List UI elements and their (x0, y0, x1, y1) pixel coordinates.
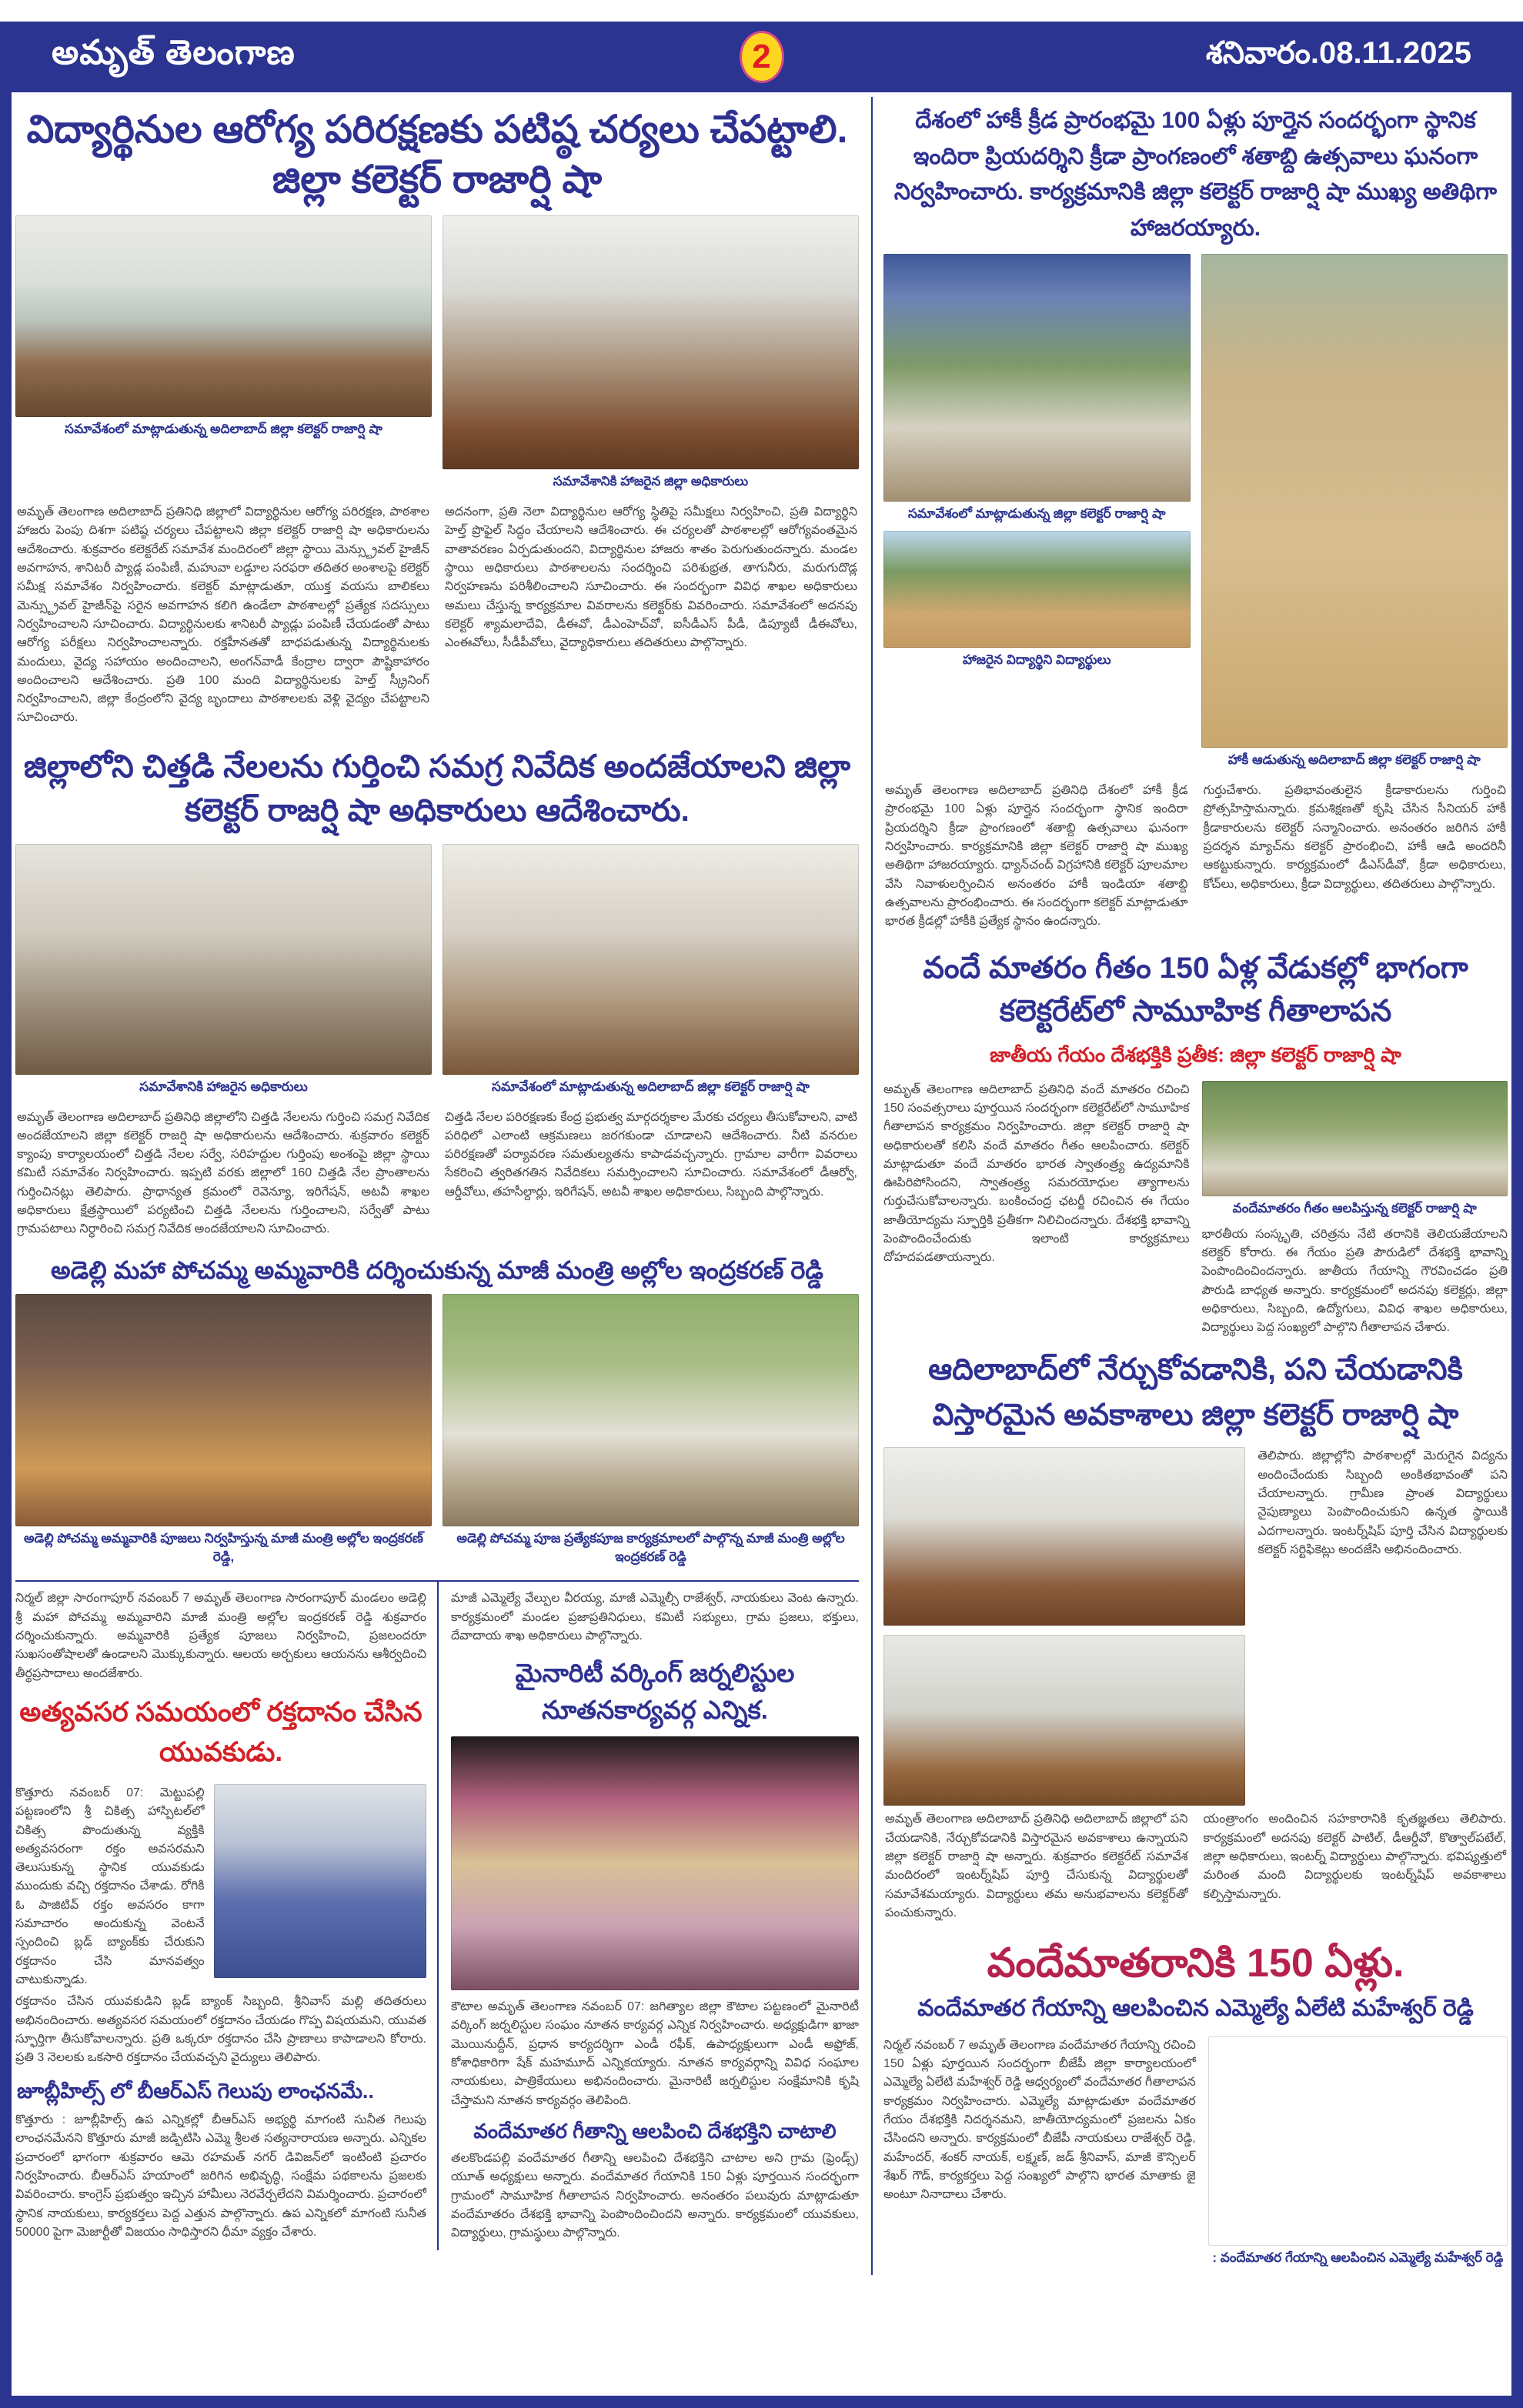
r1-body (883, 777, 1508, 936)
caption: సమావేశంలో మాట్లాడుతున్న అదిలాబాద్ జిల్లా కలెక్టర్ రాజార్షి షా (492, 1079, 810, 1094)
caption: హాకీ ఆడుతున్న అదిలాబాద్ జిల్లా కలెక్టర్ రాజార్షి షా (1227, 752, 1481, 767)
article-text: అమృత్ తెలంగాణ అదిలాబాద్ ప్రతినిధి జిల్లాలో విద్యార్థినుల ఆరోగ్య పరిరక్షణ, పాఠశాల హాజరు పెంపు దిశగా పటిష్ఠ చర్యలు చేపట్టాలని జిల్లా కలెక్టర్ రాజార్షి షా అధికారులను ఆదేశించారు. శుక్రవారం కలెక్టరేట్ సమావేశ మందిరంలో జిల్లా స్థాయి మెన్స్ట్రువల్ హైజీన్ అవగాహన, శానిటరీ ప్యాడ్ల పంపిణీ, మహువా లడ్డూల సరఫరా తదితర అంశాలపై కలెక్టర్ సమీక్ష సమావేశం నిర్వహించారు. కలెక్టర్ మాట్లాడుతూ, యుక్త వయసు బాలికలు మెన్స్ట్రువల్ హైజీన్‌పై సరైన అవగాహన కలిగి ఉండేలా పాఠశాలల్లో ప్రత్యేక సదస్సులు నిర్వహించాలని సూచించారు. విద్యార్థినులకు శానిటరీ ప్యాడ్లు పంపిణీ చేయడంతో పాటు ఆరోగ్య పరీక్షలు నిర్వహించాలన్నారు. రక్తహీనతతో బాధపడుతున్న విద్యార్థినులకు మందులు, వైద్య సహాయం అందించాలని, అంగన్‌వాడీ కేంద్రాల ద్వారా పౌష్టికాహారం అందించాలని ఆదేశించారు. ప్రతి 100 మంది విద్యార్థినులకు హెల్త్ స్క్రీనింగ్ నిర్వహించాలని, జిల్లా కేంద్రంలోని వైద్య బృందాలు పాఠశాలలకు వెళ్లి వైద్యం చేపట్టాలని సూచించారు. (17, 505, 429, 725)
r3-grid (883, 1447, 1508, 1806)
headline-minority-journalists: మైనారిటీ వర్కింగ్ జర్నలిస్టుల నూతనకార్యవర్గ ఎన్నిక. (515, 1659, 795, 1725)
r1-photo-grid (883, 254, 1508, 777)
photo-certificate-presentation (883, 1635, 1245, 1806)
page-content (0, 92, 1523, 2306)
photo-blood-donor-on-bed (214, 1784, 426, 1978)
a2-photo-row (15, 844, 859, 1104)
bottom-col-2 (437, 1582, 859, 2250)
page-border-left (0, 22, 12, 2408)
photo-temple-pooja-crowd (15, 1294, 432, 1526)
a3-photo-row (15, 1294, 859, 1574)
headline-wetlands-report: జిల్లాలోని చిత్తడి నేలలను గుర్తించి సమగ్ర నివేదిక అందజేయాలని జిల్లా కలెక్టర్ రాజర్షి షా అధికారులు ఆదేశించారు. (23, 748, 851, 829)
headline-jubileehills-brs: జూబ్లీహిల్స్ లో బీఆర్ఎస్ గెలుపు లాంఛనమే.. (17, 2079, 374, 2103)
a2-body (15, 1104, 859, 1244)
photo-collectorate-singing-group (1202, 1081, 1508, 1196)
caption: సమావేశంలో మాట్లాడుతున్న జిల్లా కలెక్టర్ రాజార్షి షా (907, 506, 1166, 521)
page-border-bottom (0, 2396, 1523, 2408)
photo-collector-at-desk (443, 844, 859, 1075)
article-text: అమృత్ తెలంగాణ అదిలాబాద్ ప్రతినిధి జిల్లాలోని చిత్తడి నేలలను గుర్తించి సమగ్ర నివేదిక అందజేయాలని జిల్లా కలెక్టర్ రాజర్షి షా అధికారులను ఆదేశించారు. శుక్రవారం కలెక్టర్ క్యాంపు కార్యాలయంలో చిత్తడి నేలల సర్వే, సరిహద్దుల గుర్తింపు అంశంపై జిల్లా స్థాయి కమిటీ సమావేశం నిర్వహించారు. ఇప్పటి వరకు జిల్లాలో 160 చిత్తడి నేల ప్రాంతాలను గుర్తించినట్లు తెలిపారు. ప్రాధాన్యత క్రమంలో రెవెన్యూ, ఇరిగేషన్, అటవీ శాఖల అధికారులు క్షేత్రస్థాయిలో పర్యటించి చిత్తడి నేలలను గుర్తించాలని, సర్వేతో పాటు గ్రామపటాలు నిర్ధారించి సమగ్ర నివేదిక అందజేయాలని సూచించారు. (17, 1110, 429, 1236)
r2-right-col (1202, 1081, 1508, 1338)
photo-journalists-group-stage (451, 1736, 859, 1990)
caption: వందేమాతరం గీతం ఆలపిస్తున్న కలెక్టర్ రాజార్షి షా (1232, 1200, 1477, 1216)
masthead-bar (12, 22, 1511, 92)
headline-students-health: విద్యార్థినుల ఆరోగ్య పరిరక్షణకు పటిష్ఠ చర్యలు చేపట్టాలి. జిల్లా కలెక్టర్ రాజార్షి షా (26, 108, 848, 201)
a1-body (15, 499, 859, 732)
article-text: యంత్రాంగం అందించిన సహకారానికి కృతజ్ఞతలు తెలిపారు. కార్యక్రమంలో అదనపు కలెక్టర్ పాటిల్, డీఆర్డీవో, కొత్వాల్‌పటేల్, జిల్లా అధికారులు, ఇంటర్న్ విద్యార్థులు పాల్గొన్నారు. భవిష్యత్తులో మరింత మంది విద్యార్థులకు ఇంటర్న్‌షిప్ అవకాశాలు కల్పిస్తామన్నారు. (1203, 1813, 1506, 1901)
photo-collector-playing-hockey (1201, 254, 1508, 748)
article-text: అమృత్ తెలంగాణ అదిలాబాద్ ప్రతినిధి వందే మాతరం రచించి 150 సంవత్సరాలు పూర్తయిన సందర్భంగా కలెక్టరేట్‌లో సామూహిక గీతాలాపన కార్యక్రమం నిర్వహించారు. జిల్లా కలెక్టర్ రాజార్షి షా అధికారులతో కలిసి వందే మాతరం గీతం ఆలపించారు. కలెక్టర్ మాట్లాడుతూ వందే మాతరం భారత స్వాతంత్ర్య ఉద్యమానికి ఊపిరిపోసిందని, స్వాతంత్ర్య సమరయోధుల త్యాగాలను గుర్తుచేసుకోవాలన్నారు. బంకించంద్ర ఛటర్జీ రచించిన ఈ గేయం జాతీయోద్యమ స్ఫూర్తికి ప్రతీకగా నిలిచిందన్నారు. దేశభక్తి భావాన్ని పెంపొందించేందుకు ఇలాంటి కార్యక్రమాలు దోహదపడతాయన్నారు. (883, 1082, 1190, 1265)
photo-district-officials-meeting (443, 215, 859, 469)
article-text: చిత్తడి నేలల పరిరక్షణకు కేంద్ర ప్రభుత్వ మార్గదర్శకాల మేరకు చర్యలు తీసుకోవాలని, వాటి పరిధిలో ఎలాంటి ఆక్రమణలు జరగకుండా చూడాలని ఆదేశించారు. నీటి వనరుల పరిరక్షణతో పర్యావరణ సమతుల్యతను కాపాడవచ్చన్నారు. గ్రామాల వారీగా వివరాలు సేకరించి త్వరితగతిన నివేదికలు సమర్పించాలని సూచించారు. సమావేశంలో డీఆర్వో, ఆర్డీవోలు, తహసీల్దార్లు, ఇరిగేషన్, అటవీ శాఖల అధికారులు, సిబ్బంది పాల్గొన్నారు. (445, 1110, 857, 1199)
a1-photo-col-1 (15, 215, 432, 446)
headline-hockey-centenary: దేశంలో హాకీ క్రీడ ప్రారంభమై 100 ఏళ్లు పూర్తైన సందర్భంగా స్థానిక ఇందిరా ప్రియదర్శిని క్రీడా ప్రాంగణంలో శతాబ్ది ఉత్సవాలు ఘనంగా నిర్వహించారు. కార్యక్రమానికి జిల్లా కలెక్టర్ రాజార్షి షా ముఖ్య అతిథిగా హాజరయ్యారు. (893, 108, 1498, 241)
edition-date: శనివారం.08.11.2025 (1205, 35, 1471, 70)
article-text: కొత్తూరు నవంబర్ 07: మెట్టుపల్లి పట్టణంలోని శ్రీ చికిత్స హాస్పిటల్‌లో చికిత్స పొందుతున్న వ్యక్తికి అత్యవసరంగా రక్తం అవసరమని తెలుసుకున్న స్థానిక యువకుడు ముందుకు వచ్చి రక్తదానం చేశాడు. రోగికి ఓ పాజిటివ్ రక్తం అవసరం కాగా సమాచారం అందుకున్న వెంటనే స్పందించి బ్లడ్ బ్యాంక్‌కు చేరుకుని రక్తదానం చేసి మానవత్వం చాటుకున్నాడు. (15, 1786, 205, 1986)
masthead-title: అమృత్ తెలంగాణ (52, 33, 296, 72)
caption: : వందేమాతర గేయాన్ని ఆలపించిన ఎమ్మెల్యే మహేశ్వర్ రెడ్డి (1212, 2250, 1504, 2265)
a3-photo-col-1 (15, 1294, 432, 1574)
article-text: అమృత్ తెలంగాణ అదిలాబాద్ ప్రతినిధి దేశంలో హాకీ క్రీడ ప్రారంభమై 100 ఏళ్లు పూర్తైన సందర్భంగా స్థానిక ఇందిరా ప్రియదర్శిని క్రీడా ప్రాంగణంలో శతాబ్ది ఉత్సవాలు ఘనంగా నిర్వహించారు. కార్యక్రమానికి జిల్లా కలెక్టర్ రాజార్షి షా ముఖ్య అతిథిగా హాజరయ్యారు. ధ్యాన్‌చంద్ విగ్రహానికి కలెక్టర్ పూలమాల వేసి నివాళులర్పించిన అనంతరం హాకీ ఇండియా శతాబ్ది ఉత్సవాలను ప్రారంభించారు. ఈ సందర్భంగా కలెక్టర్ మాట్లాడుతూ భారత క్రీడల్లో హాకీకి ప్రత్యేక స్థానం ఉందన్నారు. (885, 784, 1188, 929)
a2-photo-col-2 (443, 844, 859, 1104)
article-text: కౌటాల అమృత్ తెలంగాణ నవంబర్ 07: జగిత్యాల జిల్లా కౌటాల పట్టణంలో మైనారిటీ వర్కింగ్ జర్నలిస్టుల సంఘం నూతన కార్యవర్గ ఎన్నిక నిర్వహించారు. అధ్యక్షుడిగా ఖాజా మొయినుద్దీన్, ప్రధాన కార్యదర్శిగా ఎండీ రఫీక్, ఉపాధ్యక్షులుగా ఎండీ అఫ్రోజ్, కోశాధికారిగా షేక్ మహమూద్ ఎన్నికయ్యారు. నూతన కార్యవర్గాన్ని వివిధ సంఘాల నాయకులు, పాత్రికేయులు అభినందించారు. మైనారిటీ జర్నలిస్టుల సంక్షేమానికి కృషి చేస్తామని నూతన కార్యవర్గం తెలిపింది. (451, 1999, 859, 2107)
a3-photo-col-2 (443, 1294, 859, 1574)
r3-body (883, 1806, 1508, 1927)
photo-interns-meeting-hall (883, 1447, 1245, 1626)
photo-officials-attending-meeting (15, 844, 432, 1075)
headline-adelli-pochamma: అడెల్లి మహా పోచమ్మ అమ్మవారికి దర్శించుకున్న మాజీ మంత్రి అల్లోల ఇంద్రకరణ్ రెడ్డి (51, 1256, 823, 1284)
article-text: అదనంగా, ప్రతి నెలా విద్యార్థినుల ఆరోగ్య స్థితిపై సమీక్షలు నిర్వహించి, ప్రతి విద్యార్థిని హెల్త్ ప్రొఫైల్ సిద్ధం చేయాలని ఆదేశించారు. ఈ చర్యలతో పాఠశాలల్లో ఆరోగ్యవంతమైన వాతావరణం ఏర్పడుతుందని, విద్యార్థినుల హాజరు శాతం పెరుగుతుందన్నారు. మండల స్థాయి అధికారులు పాఠశాలలను సందర్శించి పరిశుభ్రత, తాగునీరు, మరుగుదొడ్ల నిర్వహణను పరిశీలించాలని సూచించారు. ఈ సందర్భంగా వివిధ శాఖల అధికారులు అమలు చేస్తున్న కార్యక్రమాల వివరాలను కలెక్టర్‌కు వివరించారు. సమావేశంలో అదనపు కలెక్టర్ శ్యామలాదేవి, డీఈవో, డీఎంహెచ్‌వో, ఐసీడీఎస్ పీడీ, డిప్యూటీ డీఈవోలు, ఎంఈవోలు, సీడీపీవోలు, వైద్యాధికారులు తదితరులు పాల్గొన్నారు. (445, 505, 857, 650)
r4-photo-col (1208, 2036, 1508, 2275)
a1-photo-col-2 (443, 215, 859, 499)
article-text: కొత్తూరు : జూబ్లీహిల్స్ ఉప ఎన్నికల్లో బీఆర్ఎస్ అభ్యర్థి మాగంటి సునీత గెలుపు లాంఛనమేనని కొత్తూరు మాజీ జడ్పిటిసి ఎమ్మె శ్రీలత సత్యనారాయణ అన్నారు. ఎన్నికల ప్రచారంలో భాగంగా శుక్రవారం ఆమె రహమత్ నగర్ డివిజన్‌లో ఇంటింటి ప్రచారం నిర్వహించారు. బీఆర్ఎస్ హయాంలో జరిగిన అభివృద్ధి, సంక్షేమ పథకాలను ప్రజలకు వివరించారు. కాంగ్రెస్ ప్రభుత్వం ఇచ్చిన హామీలు నెరవేర్చలేదని విమర్శించారు. ప్రచారంలో స్థానిక నాయకులు, కార్యకర్తలు పెద్ద ఎత్తున పాల్గొన్నారు. ఉప ఎన్నికలో మాగంటి సునీత 50000 పైగా మెజార్టీతో విజయం సాధిస్తారని ధీమా వ్యక్తం చేశారు. (15, 2113, 426, 2239)
subhead-mla-sang: వందేమాతర గేయాన్ని ఆలపించిన ఎమ్మెల్యే ఏలేటి మహేశ్వర్ రెడ్డి (917, 1995, 1474, 2021)
headline-adilabad-opportunities: ఆదిలాబాద్‌లో నేర్చుకోవడానికి, పని చేయడానికి విస్తారమైన అవకాశాలు జిల్లా కలెక్టర్ రాజార్షి షా (928, 1353, 1463, 1432)
caption: అడెల్లి పోచమ్మ పూజ ప్రత్యేకపూజ కార్యక్రమాలలో పాల్గొన్న మాజీ మంత్రి అల్లోల ఇంద్రకరణ్ రెడ్డి (456, 1531, 845, 1565)
article-text: రక్తదానం చేసిన యువకుడిని బ్లడ్ బ్యాంక్ సిబ్బంది, శ్రీనివాస్ మల్లి తదితరులు అభినందించారు. అత్యవసర సమయంలో రక్తదానం చేయడం గొప్ప విషయమని, యువత స్ఫూర్తిగా తీసుకోవాలన్నారు. ప్రతి ఒక్కరూ రక్తదానం చేసి ప్రాణాలు కాపాడాలని కోరారు. ప్రతి 3 నెలలకు ఒకసారి రక్తదానం చేయవచ్చని వైద్యులు తెలిపారు. (15, 1995, 426, 2065)
article-text: మాజీ ఎమ్మెల్యే వేల్పుల వీరయ్య, మాజీ ఎమ్మెల్సీ రాజేశ్వర్, నాయకులు వెంట ఉన్నారు. కార్యక్రమంలో మండల ప్రజాప్రతినిధులు, కమిటీ సభ్యులు, గ్రామ ప్రజలు, భక్తులు, దేవాదాయ శాఖ అధికారులు పాల్గొన్నారు. (451, 1592, 859, 1643)
caption: సమావేశానికి హాజరైన అధికారులు (139, 1079, 308, 1094)
r2-grid (883, 1081, 1508, 1338)
photo-collector-speaking-event (883, 254, 1191, 502)
photo-students-on-ground (883, 531, 1191, 648)
caption: అడెల్లి పోచమ్మ అమ్మవారికి పూజలు నిర్వహిస్తున్న మాజీ మంత్రి అల్లోల ఇంద్రకరణ్ రెడ్డి, (24, 1531, 423, 1565)
headline-vandemataram-150-collectorate: వందే మాతరం గీతం 150 ఏళ్ల వేడుకల్లో భాగంగా కలెక్టరేట్‌లో సామూహిక గీతాలాపన (923, 951, 1468, 1029)
caption: సమావేశంలో మాట్లాడుతున్న అదిలాబాద్ జిల్లా కలెక్టర్ రాజార్షి షా (65, 422, 382, 436)
r1-photo-col-2 (1201, 254, 1508, 777)
r1-photo-col-1 (883, 254, 1191, 677)
a2-photo-col-1 (15, 844, 432, 1104)
headline-vandemataram-village: వందేమాతర గీతాన్ని ఆలపించి దేశభక్తిని చాటాలి (473, 2119, 837, 2143)
a4-row (15, 1781, 426, 1993)
headline-blood-donation: అత్యవసర సమయంలో రక్తదానం చేసిన యువకుడు. (19, 1696, 422, 1768)
photo-collector-speaking-meeting (15, 215, 432, 417)
page-border-right (1511, 22, 1523, 2408)
left-section (15, 97, 859, 2275)
headline-vandemataram-150-years: వందేమాతరానికి 150 ఏళ్లు. (987, 1941, 1404, 1986)
photo-bjp-office-group (1208, 2036, 1508, 2246)
photo-pooja-procession (443, 1294, 859, 1526)
article-text: గుర్తుచేశారు. ప్రతిభావంతులైన క్రీడాకారులను గుర్తించి ప్రోత్సహిస్తామన్నారు. క్రమశిక్షణతో కృషి చేసిన సీనియర్ హాకీ క్రీడాకారులను కలెక్టర్ సన్మానించారు. అనంతరం జరిగిన హాకీ ప్రదర్శన మ్యాచ్‌ను కలెక్టర్ ప్రారంభించి, హాకీ ఆడి అందరినీ ఆకట్టుకున్నారు. కార్యక్రమంలో డీఎస్‌డీవో, క్రీడా అధికారులు, కోచ్‌లు, అధికారులు, క్రీడా విద్యార్థులు, తదితరులు పాల్గొన్నారు. (1203, 784, 1506, 891)
a1-photo-row (15, 215, 859, 499)
r3-photo-stack (883, 1447, 1245, 1806)
article-text: భారతీయ సంస్కృతి, చరిత్రను నేటి తరానికి తెలియజేయాలని కలెక్టర్ కోరారు. ఈ గేయం ప్రతి పౌరుడిలో దేశభక్తి భావాన్ని పెంపొందించిందన్నారు. జాతీయ గేయాన్ని గౌరవించడం ప్రతి పౌరుడి బాధ్యత అన్నారు. కార్యక్రమంలో అదనపు కలెక్టర్లు, జిల్లా అధికారులు, సిబ్బంది, ఉద్యోగులు, వివిధ శాఖల అధికారులు, విద్యార్థులు పెద్ద సంఖ్యలో పాల్గొని గీతాలాపన చేశారు. (1201, 1227, 1508, 1335)
caption: హాజరైన విద్యార్థిని విద్యార్థులు (963, 652, 1111, 667)
r4-grid (883, 2036, 1508, 2275)
article-text: తలకొండపల్లి వందేమాతర గీతాన్ని ఆలపించి దేశభక్తిని చాటాల అని గ్రామ (ఫ్రెండ్స్) యూత్ అధ్యక్షులు అన్నారు. వందేమాతర గేయానికి 150 ఏళ్లు పూర్తయిన సందర్భంగా గ్రామంలో సామూహిక గీతాలాపన నిర్వహించారు. అనంతరం పలువురు మాట్లాడుతూ వందేమాతరం దేశభక్తి భావాన్ని పెంపొందించిందని అన్నారు. కార్యక్రమంలో యువకులు, విద్యార్థులు, గ్రామస్థులు పాల్గొన్నారు. (451, 2151, 859, 2240)
caption: సమావేశానికి హాజరైన జిల్లా అధికారులు (553, 474, 749, 489)
article-text: నిర్మల్ జిల్లా సారంగాపూర్ నవంబర్ 7 అమృత్ తెలంగాణ సారంగాపూర్ మండలం అడెల్లి శ్రీ మహా పోచమ్మ అమ్మవారిని మాజీ మంత్రి అల్లోల ఇంద్రకరణ్ రెడ్డి శుక్రవారం దర్శించుకున్నారు. అమ్మవారికి ప్రత్యేక పూజలు నిర్వహించి, ప్రజలందరూ సుఖసంతోషాలతో ఉండాలని మొక్కుకున్నారు. ఆలయ అర్చకులు ఆయనను ఆశీర్వదించి తీర్థప్రసాదాలు అందజేశారు. (15, 1592, 426, 1680)
subhead-national-song: జాతీయ గేయం దేశభక్తికి ప్రతీక: జిల్లా కలెక్టర్ రాజార్షి షా (990, 1042, 1401, 1066)
left-bottom-grid (15, 1580, 859, 2250)
article-text: అమృత్ తెలంగాణ అదిలాబాద్ ప్రతినిధి అదిలాబాద్ జిల్లాలో పని చేయడానికి, నేర్చుకోవడానికి విస్తారమైన అవకాశాలు ఉన్నాయని జిల్లా కలెక్టర్ రాజార్షి షా అన్నారు. శుక్రవారం కలెక్టరేట్ సమావేశ మందిరంలో ఇంటర్న్‌షిప్ పూర్తి చేసుకున్న విద్యార్థులతో సమావేశమయ్యారు. విద్యార్థులు తమ అనుభవాలను కలెక్టర్‌తో పంచుకున్నారు. (885, 1813, 1188, 1920)
bottom-col-1 (15, 1582, 437, 2250)
article-text: తెలిపారు. జిల్లాల్లోని పాఠశాలల్లో మెరుగైన విద్యను అందించేందుకు సిబ్బంది అంకితభావంతో పని చేయాలన్నారు. గ్రామీణ ప్రాంత విద్యార్థులు నైపుణ్యాలు పెంపొందించుకుని ఉన్నత స్థాయికి ఎదగాలన్నారు. ఇంటర్న్‌షిప్ పూర్తి చేసిన విద్యార్థులకు కలెక్టర్ సర్టిఫికెట్లు అందజేసి అభినందించారు. (1257, 1449, 1508, 1557)
article-text: నిర్మల్ నవంబర్ 7 అమృత్ తెలంగాణ వందేమాతర గేయాన్ని రచించి 150 ఏళ్లు పూర్తయిన సందర్భంగా బీజేపీ జిల్లా కార్యాలయంలో ఎమ్మెల్యే ఏలేటి మహేశ్వర్ రెడ్డి ఆధ్వర్యంలో వందేమాతర గీతాలాపన కార్యక్రమం నిర్వహించారు. ఎమ్మెల్యే మాట్లాడుతూ వందేమాతర గేయం దేశభక్తికి నిదర్శనమని, జాతీయోద్యమంలో ప్రజలను ఏకం చేసిందని అన్నారు. కార్యక్రమంలో బీజేపీ నాయకులు రాజేశ్వర్ రెడ్డి, మహేందర్, శంకర్ నాయక్, లక్ష్మణ్, జడ్ శ్రీనివాస్, మాజీ కౌన్సిలర్ శేఖర్ గౌడ్, కార్యకర్తలు పెద్ద సంఖ్యలో పాల్గొని భారత మాతాకు జై అంటూ నినాదాలు చేశారు. (883, 2038, 1196, 2202)
right-section (871, 97, 1508, 2275)
page-number-badge: 2 (740, 31, 784, 83)
